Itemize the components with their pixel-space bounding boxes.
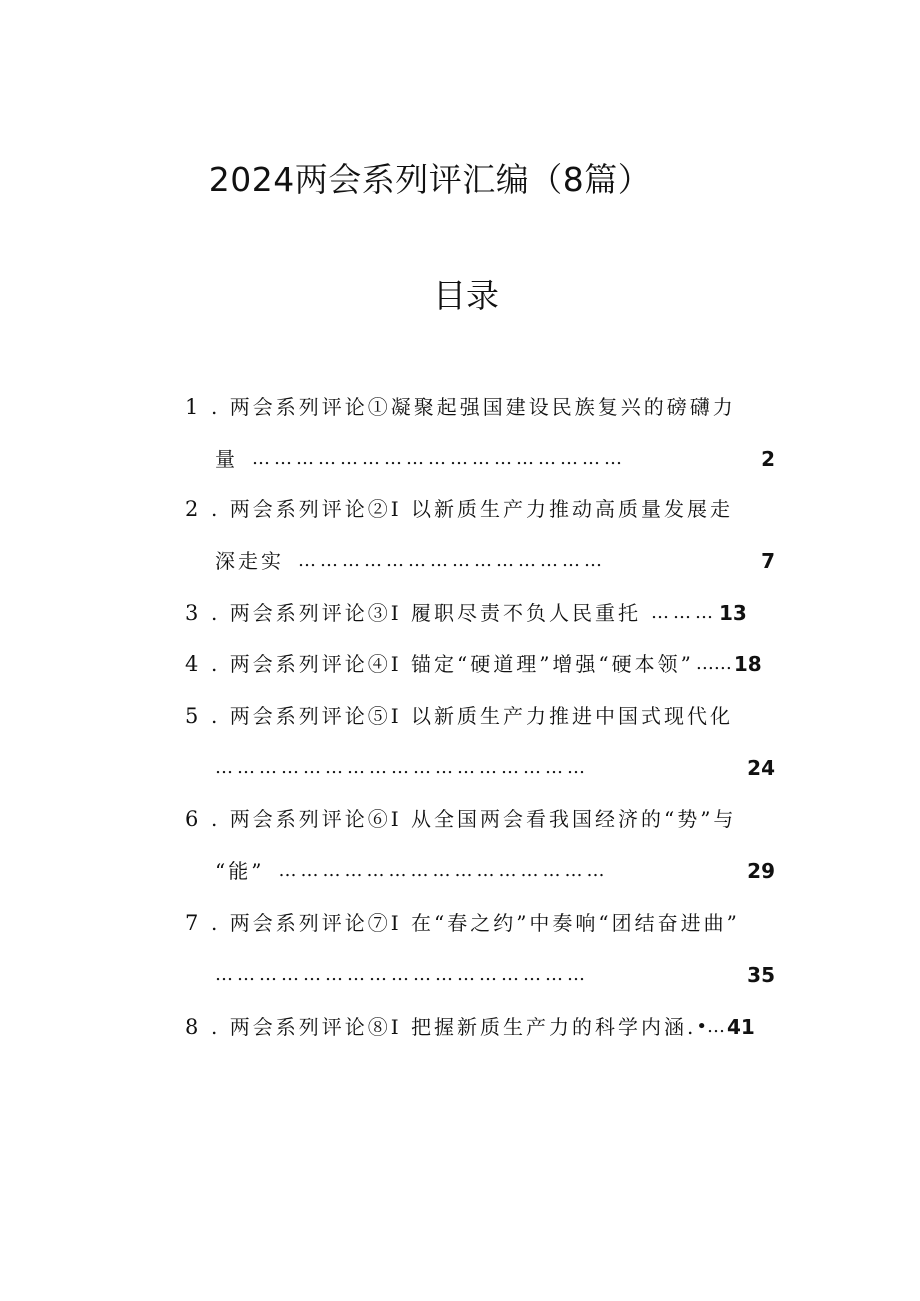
toc-entry-2[interactable] [185, 493, 733, 525]
toc-entry-number: 8 [185, 1015, 199, 1039]
toc-dot-leader: ……… [650, 602, 717, 623]
toc-entry-title: . 两会系列评论③I 履职尽责不负人民重托 [211, 601, 641, 625]
toc-entry-number: 1 [185, 395, 199, 419]
toc-entry-title-cont: “能” [215, 859, 265, 883]
toc-dot-leader: ……………………………………… [278, 860, 609, 881]
toc-dot-leader: …… [695, 653, 732, 674]
toc-entry-title: . 两会系列评论⑧I 把握新质生产力的科学内涵. [211, 1015, 697, 1039]
toc-entry-2-continuation[interactable] [215, 545, 775, 577]
toc-entry-title: . 两会系列评论①凝聚起强国建设民族复兴的磅礴力 [211, 395, 736, 419]
toc-entry-7-continuation[interactable] [215, 959, 775, 991]
toc-entry-1-continuation[interactable] [215, 443, 775, 475]
toc-page-number: 2 [761, 447, 775, 471]
toc-dot-leader: •… [696, 1016, 725, 1037]
toc-entry-title: . 两会系列评论④I 锚定“硬道理”增强“硬本领” [211, 652, 694, 676]
toc-page-number: 18 [733, 652, 762, 676]
toc-dot-leader: …………………………………………… [252, 448, 626, 469]
toc-entry-5-continuation[interactable] [215, 752, 775, 784]
toc-entry-title-cont: 深走实 [215, 549, 284, 573]
toc-entry-title: . 两会系列评论②I 以新质生产力推动高质量发展走 [211, 497, 733, 521]
toc-dot-leader: …………………………………………… [215, 964, 589, 985]
toc-page-number: 7 [761, 549, 775, 573]
toc-entry-number: 7 [185, 911, 199, 935]
toc-entry-title: . 两会系列评论⑦I 在“春之约”中奏响“团结奋进曲” [211, 911, 740, 935]
toc-entry-3[interactable] [185, 597, 747, 629]
toc-page-number: 24 [747, 756, 775, 780]
toc-entry-6-continuation[interactable] [215, 855, 775, 887]
toc-entry-number: 4 [185, 652, 199, 676]
toc-entry-number: 5 [185, 704, 199, 728]
toc-heading: 目录 [433, 276, 499, 315]
toc-entry-number: 6 [185, 807, 199, 831]
toc-entry-5[interactable] [185, 700, 733, 732]
document-title: 2024两会系列评汇编（8篇） [208, 160, 652, 199]
toc-entry-4[interactable] [185, 648, 762, 680]
toc-entry-title: . 两会系列评论⑤I 以新质生产力推进中国式现代化 [211, 704, 733, 728]
toc-entry-8[interactable] [185, 1011, 755, 1043]
toc-entry-number: 2 [185, 497, 199, 521]
toc-page-number: 35 [747, 963, 775, 987]
toc-page-number: 13 [718, 601, 747, 625]
toc-page-number: 29 [747, 859, 775, 883]
toc-dot-leader: …………………………………… [298, 550, 606, 571]
toc-dot-leader: …………………………………………… [215, 757, 589, 778]
toc-entry-number: 3 [185, 601, 199, 625]
toc-entry-6[interactable] [185, 803, 736, 835]
toc-entry-1[interactable] [185, 391, 736, 423]
toc-entry-title: . 两会系列评论⑥I 从全国两会看我国经济的“势”与 [211, 807, 737, 831]
toc-entry-title-cont: 量 [215, 447, 238, 471]
toc-entry-7[interactable] [185, 907, 740, 939]
toc-page-number: 41 [726, 1015, 755, 1039]
